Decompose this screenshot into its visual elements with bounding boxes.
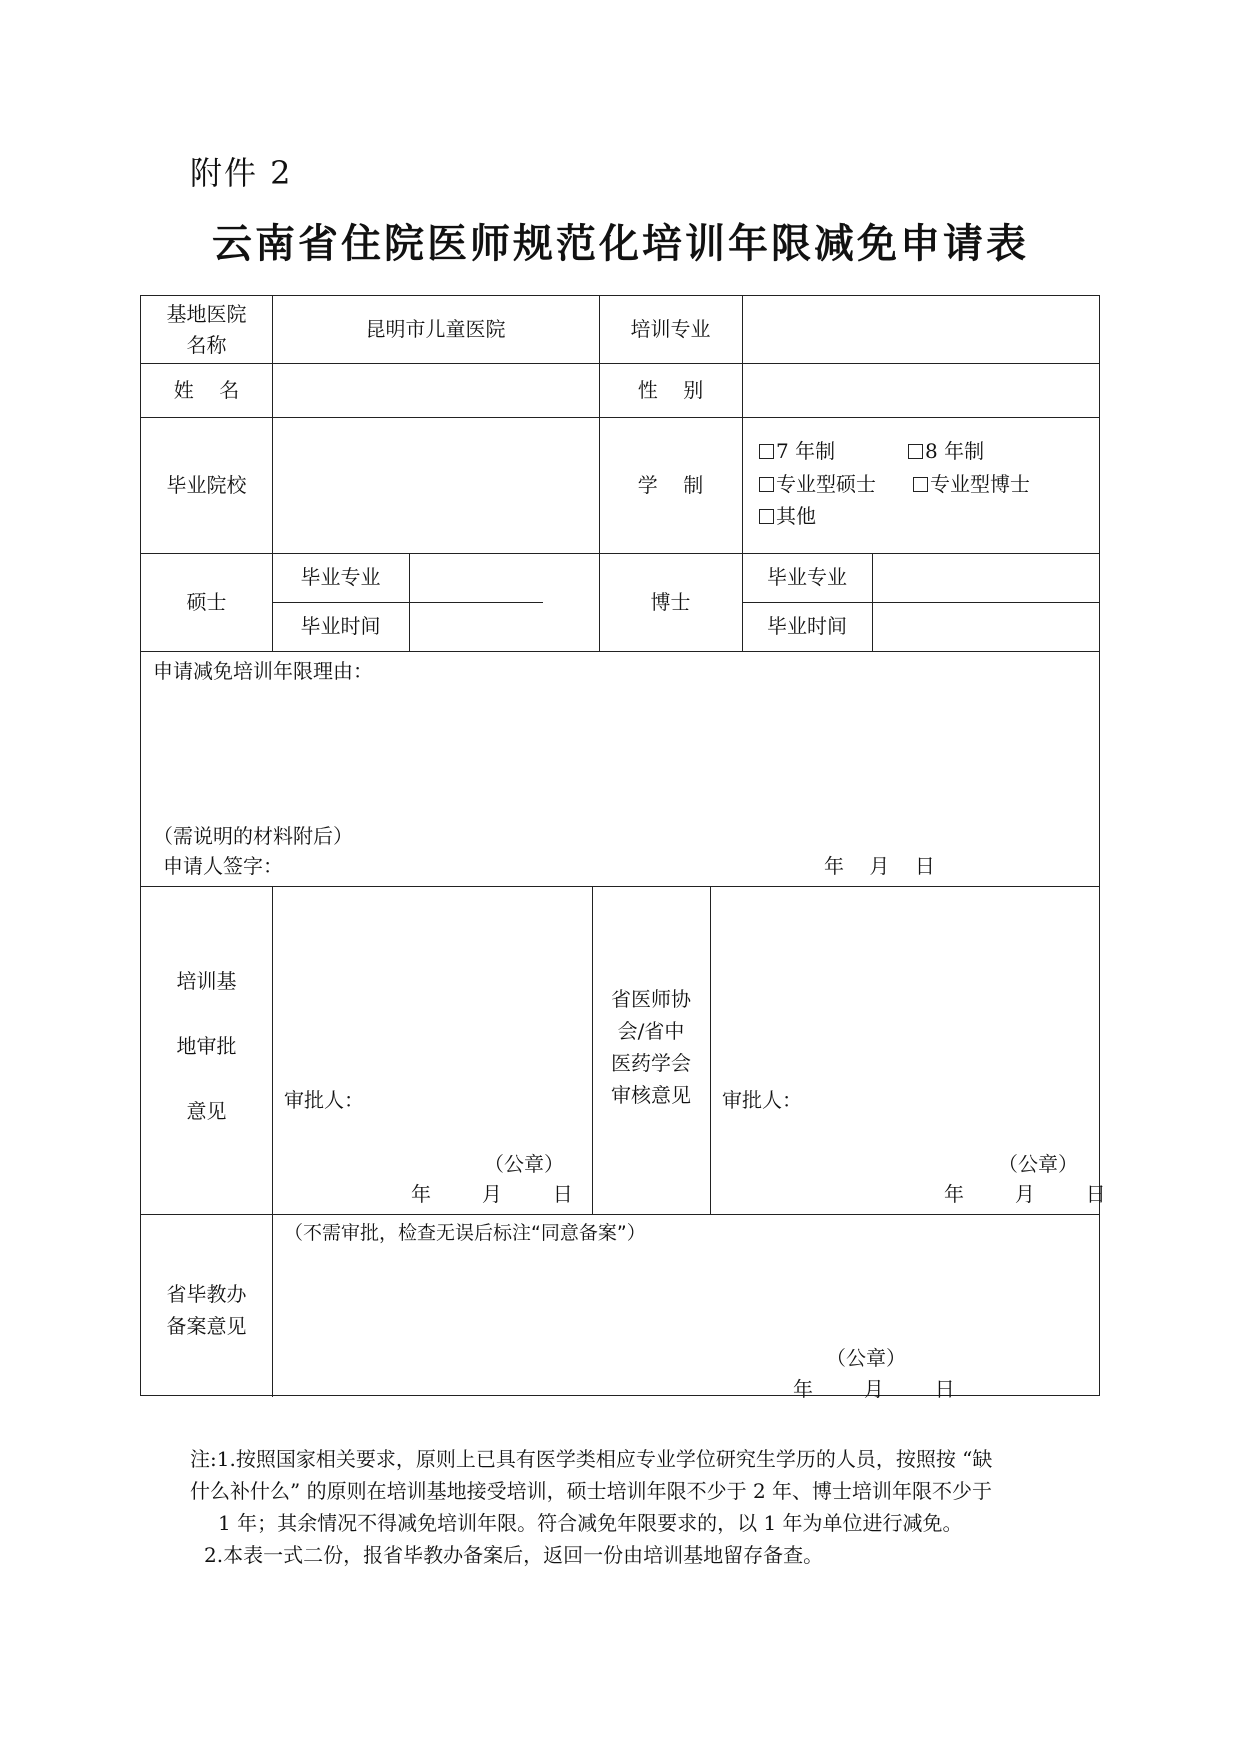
checkbox-icon (908, 444, 923, 459)
gender-label: 性 别 (637, 378, 704, 402)
office-seal-label: （公章） (826, 1346, 906, 1370)
office-note: （不需审批，检查无误后标注“同意备案”） (284, 1222, 646, 1244)
base-hospital-label-2: 名称 (186, 333, 227, 357)
base-opinion-date: 年 月 日 (411, 1182, 573, 1206)
application-form (140, 295, 1106, 1401)
assoc-opinion-label-3: 医药学会 (611, 1051, 691, 1075)
assoc-opinion-label-1: 省医师协 (611, 987, 691, 1011)
materials-note: （需说明的材料附后） (153, 824, 353, 848)
training-major-label: 培训专业 (630, 317, 711, 341)
master-grad-time-label: 毕业时间 (300, 614, 381, 638)
option-8-year[interactable]: 8 年制 (908, 436, 984, 466)
checkbox-icon (759, 444, 774, 459)
assoc-opinion-label-2: 会/省中 (617, 1019, 685, 1043)
base-approver-label: 审批人： (284, 1088, 364, 1112)
form-title: 云南省住院医师规范化培训年限减免申请表 (212, 221, 1029, 267)
doctor-grad-major-label: 毕业专业 (767, 565, 847, 589)
assoc-seal-label: （公章） (998, 1152, 1078, 1176)
office-opinion-date: 年 月 日 (793, 1377, 955, 1401)
base-opinion-label-3: 意见 (186, 1099, 227, 1123)
note-line-4: 2.本表一式二份，报省毕教办备案后，返回一份由培训基地留存备查。 (204, 1543, 824, 1567)
reason-label: 申请减免培训年限理由： (153, 659, 373, 683)
option-other[interactable]: 其他 (759, 501, 816, 531)
base-seal-label: （公章） (484, 1152, 564, 1176)
note-line-1: 注:1.按照国家相关要求，原则上已具有医学类相应专业学位研究生学历的人员，按照按 “缺 (190, 1447, 993, 1471)
office-opinion-label-1: 省毕教办 (166, 1282, 247, 1306)
option-7-year[interactable]: 7 年制 (759, 436, 835, 466)
base-opinion-label-2: 地审批 (176, 1034, 237, 1058)
name-label: 姓 名 (173, 378, 240, 402)
master-label: 硕士 (186, 590, 227, 614)
note-line-3: 1 年；其余情况不得减免培训年限。符合减免年限要求的，以 1 年为单位进行减免。 (218, 1511, 963, 1535)
system-label: 学 制 (637, 473, 704, 497)
assoc-approver-label: 审批人： (722, 1088, 802, 1112)
assoc-opinion-label-4: 审核意见 (611, 1083, 691, 1107)
option-professional-doctor[interactable]: 专业型博士 (913, 469, 1030, 499)
base-hospital-value[interactable]: 昆明市儿童医院 (365, 317, 506, 341)
note-line-2: 什么补什么” 的原则在培训基地接受培训，硕士培训年限不少于 2 年、博士培训年限不少于 (190, 1479, 993, 1503)
assoc-opinion-date: 年 月 日 (944, 1182, 1106, 1206)
applicant-date: 年 月 日 (824, 854, 935, 878)
checkbox-icon (913, 477, 928, 492)
checkbox-icon (759, 509, 774, 524)
checkbox-icon (759, 477, 774, 492)
school-label: 毕业院校 (166, 473, 247, 497)
option-professional-master[interactable]: 专业型硕士 (759, 469, 876, 499)
applicant-sign-label: 申请人签字： (163, 854, 283, 878)
base-opinion-label-1: 培训基 (176, 969, 237, 993)
doctor-label: 博士 (650, 590, 691, 614)
base-hospital-label: 基地医院 (166, 302, 247, 326)
master-grad-major-label: 毕业专业 (300, 565, 381, 589)
attachment-label: 附件 2 (190, 154, 293, 192)
office-opinion-label-2: 备案意见 (166, 1314, 247, 1338)
doctor-grad-time-label: 毕业时间 (767, 614, 847, 638)
